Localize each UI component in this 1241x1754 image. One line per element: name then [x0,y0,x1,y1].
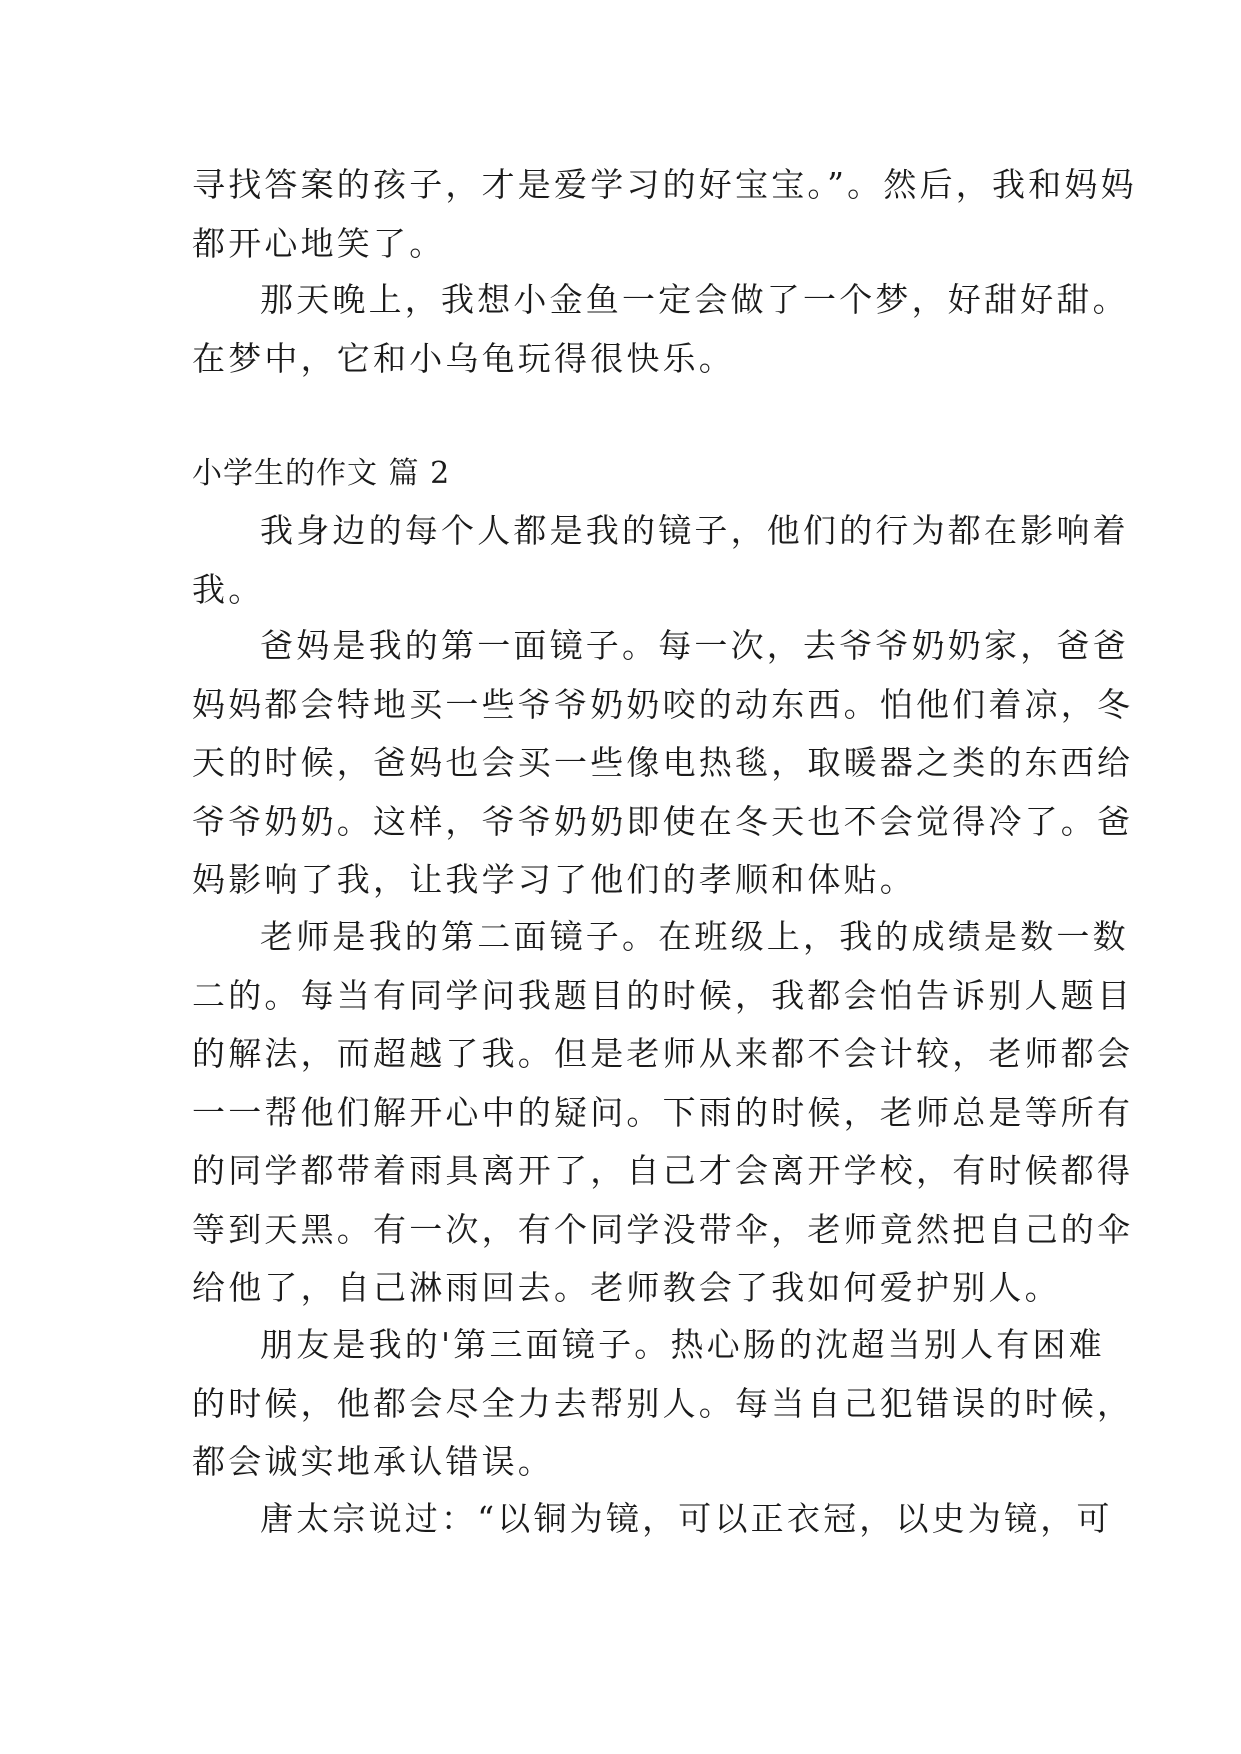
paragraph-line: 我身边的每个人都是我的镜子，他们的行为都在影响着 [260,511,1129,550]
paragraph-5 [192,908,1134,1318]
paragraph-line: 的时候，他都会尽全力去帮别人。每当自己犯错误的时候， [192,1383,1134,1423]
paragraph-line: 二的。每当有同学问我题目的时候，我都会怕告诉别人题目 [192,975,1134,1015]
paragraph-line: 都开心地笑了。 [192,223,446,263]
paragraph-line: 的解法，而超越了我。但是老师从来都不会计较，老师都会 [192,1034,1134,1073]
paragraph-3 [192,502,1129,619]
paragraph-line: 那天晚上，我想小金鱼一定会做了一个梦，好甜好甜。 [260,280,1129,319]
paragraph-line: 给他了，自己淋雨回去。老师教会了我如何爱护别人。 [192,1268,1061,1307]
paragraph-line: 妈妈都会特地买一些爷爷奶奶咬的动东西。怕他们着凉，冬 [192,684,1134,724]
paragraph-line: 都会诚实地承认错误。 [192,1442,554,1481]
paragraph-line: 老师是我的第二面镜子。在班级上，我的成绩是数一数 [260,917,1129,956]
paragraph-line: 妈影响了我，让我学习了他们的孝顺和体贴。 [192,860,916,899]
paragraph-7 [192,1490,1113,1549]
paragraph-line: 朋友是我的'第三面镜子。热心肠的沈超当别人有困难 [260,1325,1105,1364]
paragraph-line: 我。 [192,569,265,609]
paragraph-line: 爷爷奶奶。这样，爷爷奶奶即使在冬天也不会觉得冷了。爸 [192,801,1134,841]
paragraph-line: 等到天黑。有一次，有个同学没带伞，老师竟然把自己的伞 [192,1209,1134,1249]
paragraph-4 [192,617,1134,910]
paragraph-line: 在梦中，它和小乌龟玩得很快乐。 [192,338,735,378]
paragraph-line: 爸妈是我的第一面镜子。每一次，去爷爷奶奶家，爸爸 [260,626,1129,665]
paragraph-line: 一一帮他们解开心中的疑问。下雨的时候，老师总是等所有 [192,1092,1134,1132]
paragraph-line: 寻找答案的孩子，才是爱学习的好宝宝。”。然后，我和妈妈 [192,165,1137,204]
section-heading: 小学生的作文 篇 2 [192,456,451,491]
paragraph-line: 的同学都带着雨具离开了，自己才会离开学校，有时候都得 [192,1151,1134,1190]
paragraph-6 [192,1316,1134,1492]
paragraph-line: 唐太宗说过：“以铜为镜，可以正衣冠，以史为镜，可 [260,1499,1113,1538]
paragraph-2 [192,271,1129,388]
paragraph-line: 天的时候，爸妈也会买一些像电热毯，取暖器之类的东西给 [192,743,1134,782]
paragraph-1 [192,156,1137,273]
